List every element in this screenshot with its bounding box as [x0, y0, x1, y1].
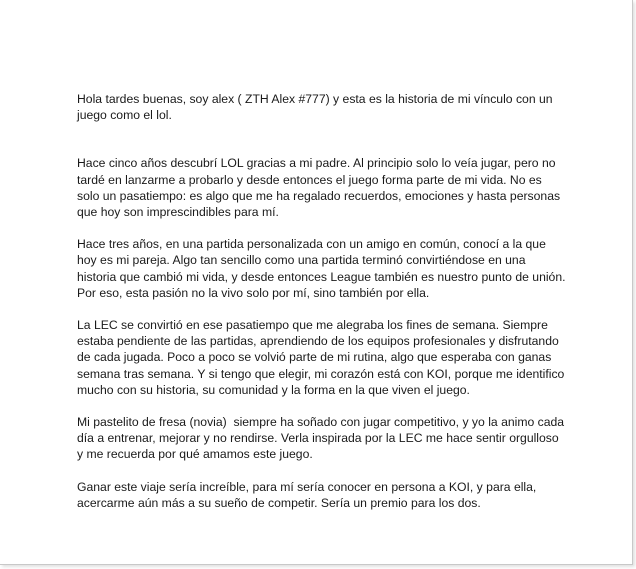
paragraph-spacer [77, 463, 567, 479]
document-body[interactable] [77, 91, 567, 511]
paragraph-spacer [77, 398, 567, 414]
paragraph-girlfriend: Mi pastelito de fresa (novia) siempre ha soñado con jugar competitivo, y yo la animo cada día a entrenar, mejorar y no rendirse. Verla inspirada por la LEC me hace sentir orgulloso y me recuerda por qué amamos este juego. [77, 415, 568, 462]
paragraph-spacer [77, 220, 567, 236]
paragraph-lec: La LEC se convirtió en ese pasatiempo que me alegraba los fines de semana. Siempre estaba pendiente de las partidas, aprendiendo de los equipos profesionales y disfrutando de cada jugada. Poco a poco se volvió parte de mi rutina, algo que esperaba con ganas semana tras semana. Y si tengo que elegir, mi corazón está con KOI, porque me identifico mucho con su historia, su comunidad y la forma en la que viven el juego. [77, 318, 568, 397]
paragraph-discovery: Hace cinco años descubrí LOL gracias a mi padre. Al principio solo lo veía jugar, pero no tardé en lanzarme a probarlo y desde entonces el juego forma parte de mi vida. No es solo un pasatiempo: es algo que me ha regalado recuerdos, emociones y hasta personas que hoy son imprescindibles para mí. [77, 156, 564, 220]
paragraph-closing: Ganar este viaje sería increíble, para mí sería conocer en persona a KOI, y para ella, acercarme aún más a su sueño de competir. Sería un premio para los dos. [77, 479, 540, 510]
paragraph-partner: Hace tres años, en una partida personalizada con un amigo en común, conocí a la que hoy es mi pareja. Algo tan sencillo como una partida terminó convirtiéndose en una historia que cambió mi vida, y desde entonces League también es nuestro punto de unión. Por eso, esta pasión no la vivo solo por mí, sino también por ella. [77, 237, 569, 300]
paragraph-intro: Hola tardes buenas, soy alex ( ZTH Alex #777) y esta es la historia de mi vínculo con un juego como el lol. [77, 92, 556, 123]
paragraph-spacer [77, 301, 567, 317]
paragraph-spacer [77, 123, 567, 155]
